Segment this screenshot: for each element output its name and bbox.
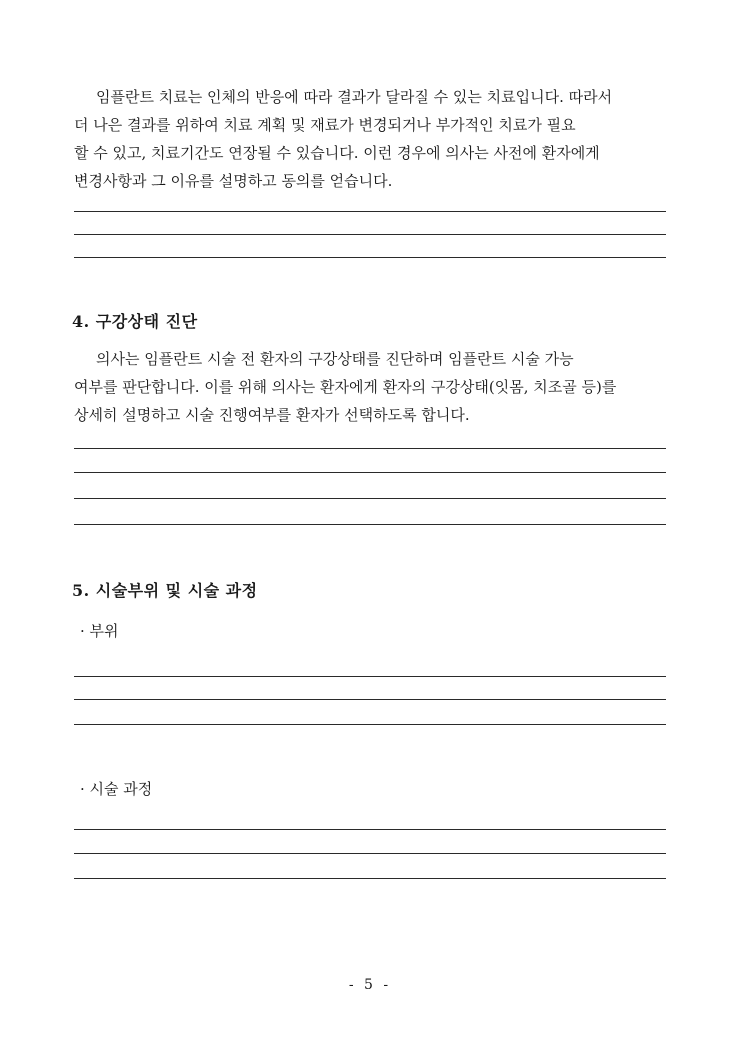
- intro-line: 변경사항과 그 이유를 설명하고 동의를 얻습니다.: [74, 172, 393, 190]
- section-4-heading: 4. 구강상태 진단: [72, 312, 198, 331]
- section-4-line: 상세히 설명하고 시술 진행여부를 환자가 선택하도록 합니다.: [74, 406, 470, 424]
- note-line: [74, 211, 666, 212]
- page-number: - 5 -: [348, 977, 392, 993]
- note-line: [74, 234, 666, 235]
- note-line: [74, 257, 666, 258]
- note-line: [74, 878, 666, 879]
- note-line: [74, 676, 666, 677]
- note-line: [74, 524, 666, 525]
- process-label: · 시술 과정: [80, 780, 153, 798]
- note-line: [74, 829, 666, 830]
- section-4-line: 여부를 판단합니다. 이를 위해 의사는 환자에게 환자의 구강상태(잇몸, 치조골 등)를: [74, 378, 617, 396]
- site-label: · 부위: [80, 622, 119, 640]
- intro-line: 할 수 있고, 치료기간도 연장될 수 있습니다. 이런 경우에 의사는 사전에 환자에게: [74, 144, 600, 162]
- section-4-line: 의사는 임플란트 시술 전 환자의 구강상태를 진단하며 임플란트 시술 가능: [96, 350, 574, 368]
- note-line: [74, 472, 666, 473]
- section-5-heading: 5. 시술부위 및 시술 과정: [72, 581, 258, 600]
- section-4-paragraph: [74, 345, 666, 429]
- note-line: [74, 699, 666, 700]
- intro-line: 임플란트 치료는 인체의 반응에 따라 결과가 달라질 수 있는 치료입니다. 따라서: [96, 88, 613, 106]
- intro-line: 더 나은 결과를 위하여 치료 계획 및 재료가 변경되거나 부가적인 치료가 필요: [74, 116, 576, 134]
- note-line: [74, 498, 666, 499]
- intro-paragraph: [74, 83, 666, 195]
- note-line: [74, 853, 666, 854]
- note-line: [74, 448, 666, 449]
- note-line: [74, 724, 666, 725]
